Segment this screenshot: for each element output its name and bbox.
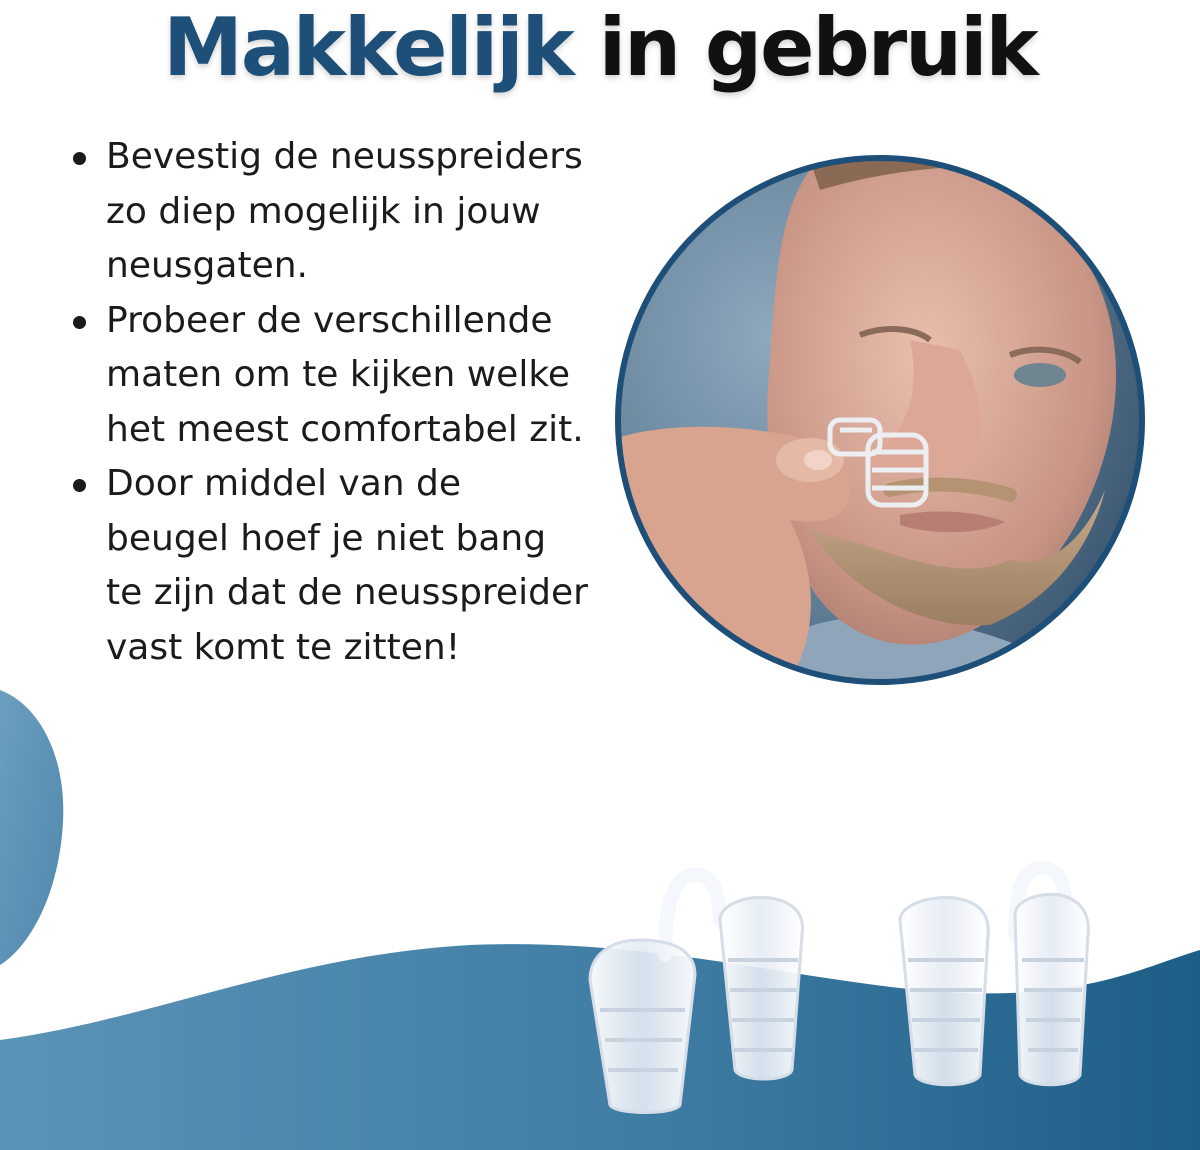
instruction-list: [70, 130, 590, 675]
page-title: [0, 0, 1200, 96]
list-item-text: Probeer de verschillende maten om te kijken welke het meest comfortabel zit.: [106, 299, 584, 450]
nose-dilator-product-illustration: [570, 860, 1090, 1120]
list-item-text: Door middel van de beugel hoef je niet bang te zijn dat de neusspreider vast komt te zitten!: [106, 463, 588, 668]
usage-photo: [610, 130, 1150, 720]
title-rest: in gebruik: [598, 1, 1037, 94]
bullet-icon: [73, 152, 86, 165]
list-item: [70, 294, 590, 458]
list-item-text: Bevestig de neusspreiders zo diep mogelijk in jouw neusgaten.: [106, 136, 583, 286]
dilator-left: [590, 874, 803, 1112]
man-inserting-nose-dilator-illustration: [610, 130, 1150, 720]
bullet-icon: [73, 316, 86, 329]
bullet-icon: [73, 479, 86, 492]
title-accent-word: Makkelijk: [163, 1, 573, 94]
list-item: [70, 130, 590, 294]
list-item: [70, 457, 590, 675]
left-blob-shape: [0, 690, 63, 965]
dilator-right: [900, 868, 1088, 1085]
